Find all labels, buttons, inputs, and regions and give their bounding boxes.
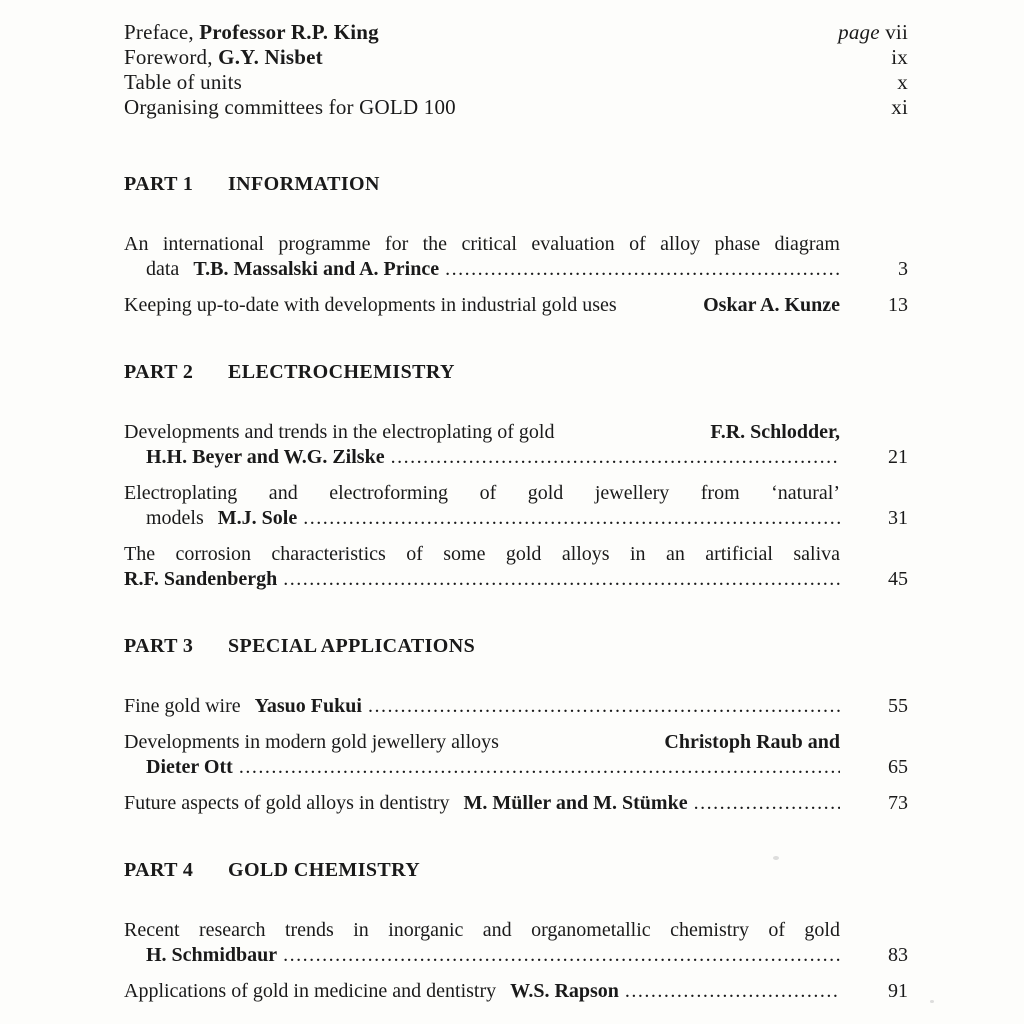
dot-leader [303, 506, 840, 531]
dot-leader [283, 943, 840, 968]
dot-leader [283, 567, 840, 592]
entry-title: Developments in modern gold jewellery alloys [124, 731, 499, 753]
entry-title: Future aspects of gold alloys in dentistry [124, 792, 450, 814]
toc-entry [124, 979, 908, 1004]
part-1-section [124, 172, 908, 329]
part-3-section [124, 634, 908, 827]
entry-title: Electroplating and electroforming of gold jewellery from ‘natural’ [124, 482, 840, 504]
part-title: SPECIAL APPLICATIONS [228, 635, 476, 657]
part-heading [124, 858, 908, 882]
toc-entry [124, 542, 908, 592]
part-4-section [124, 858, 908, 1015]
toc-entry [124, 420, 908, 470]
entry-authors: H.H. Beyer and W.G. Zilske [146, 446, 385, 468]
entry-authors: W.S. Rapson [510, 980, 619, 1002]
toc-entry [124, 232, 908, 282]
part-heading [124, 634, 908, 658]
part-heading [124, 172, 908, 196]
entry-authors: Oskar A. Kunze [703, 294, 840, 316]
entry-title: An international programme for the critical evaluation of alloy phase diagram [124, 233, 840, 255]
entry-authors: Dieter Ott [146, 756, 233, 778]
entry-page-number: 55 [888, 695, 908, 717]
front-matter-label: Organising committees for GOLD 100 [124, 95, 456, 119]
part-number: PART 4 [124, 859, 194, 881]
entry-authors: R.F. Sandenbergh [124, 568, 278, 590]
page-number: ix [891, 45, 908, 69]
part-2-section [124, 360, 908, 603]
front-matter-label: Table of units [124, 70, 242, 94]
part-number: PART 1 [124, 173, 194, 195]
entry-page-number: 21 [888, 446, 908, 468]
front-matter-row [124, 20, 908, 45]
toc-entry [124, 293, 908, 318]
entry-page-number: 73 [888, 792, 908, 814]
front-matter-label: Foreword, [124, 45, 213, 69]
toc-entry [124, 918, 908, 968]
entry-authors: M.J. Sole [217, 507, 298, 529]
entry-title-continued: data [146, 258, 180, 280]
front-matter-row [124, 95, 908, 120]
dot-leader [239, 755, 840, 780]
page-number: xi [891, 95, 908, 119]
entry-title: Recent research trends in inorganic and organometallic chemistry of gold [124, 919, 840, 941]
entry-page-number: 91 [888, 980, 908, 1002]
front-matter-author: Professor R.P. King [199, 20, 379, 44]
entry-authors: Yasuo Fukui [254, 695, 362, 717]
toc-entry [124, 730, 908, 780]
toc-entry [124, 481, 908, 531]
dot-leader [625, 979, 840, 1004]
front-matter-list [124, 20, 908, 120]
entry-authors: T.B. Massalski and A. Prince [193, 258, 440, 280]
entry-page-number: 3 [898, 258, 908, 280]
part-number: PART 3 [124, 635, 194, 657]
dot-leader [445, 257, 840, 282]
dot-leader [368, 694, 840, 719]
entry-page-number: 31 [888, 507, 908, 529]
part-number: PART 2 [124, 361, 194, 383]
page-number: vii [885, 20, 908, 44]
page-prefix: page [838, 20, 880, 44]
entry-title: Keeping up-to-date with developments in industrial gold uses [124, 294, 617, 316]
paper-speck [930, 1000, 934, 1003]
entry-page-number: 45 [888, 568, 908, 590]
entry-title: Fine gold wire [124, 695, 241, 717]
dot-leader [391, 445, 840, 470]
entry-page-number: 13 [888, 294, 908, 316]
page-number: x [897, 70, 908, 94]
entry-page-number: 65 [888, 756, 908, 778]
entry-title: The corrosion characteristics of some gold alloys in an artificial saliva [124, 543, 840, 565]
entry-authors-first-line: Christoph Raub and [664, 731, 840, 753]
toc-entry [124, 694, 908, 719]
toc-entry [124, 791, 908, 816]
front-matter-row [124, 70, 908, 95]
entry-authors: H. Schmidbaur [146, 944, 278, 966]
entry-title: Developments and trends in the electroplating of gold [124, 421, 555, 443]
entry-authors-first-line: F.R. Schlodder, [710, 421, 840, 443]
entry-authors: M. Müller and M. Stümke [463, 792, 688, 814]
part-title: INFORMATION [228, 173, 380, 195]
part-title: ELECTROCHEMISTRY [228, 361, 455, 383]
entry-title: Applications of gold in medicine and dentistry [124, 980, 497, 1002]
dot-leader [694, 791, 840, 816]
front-matter-label: Preface, [124, 20, 194, 44]
part-title: GOLD CHEMISTRY [228, 859, 421, 881]
entry-title-continued: models [146, 507, 204, 529]
paper-speck [773, 856, 779, 860]
front-matter-row [124, 45, 908, 70]
entry-page-number: 83 [888, 944, 908, 966]
part-heading [124, 360, 908, 384]
front-matter-author: G.Y. Nisbet [218, 45, 323, 69]
